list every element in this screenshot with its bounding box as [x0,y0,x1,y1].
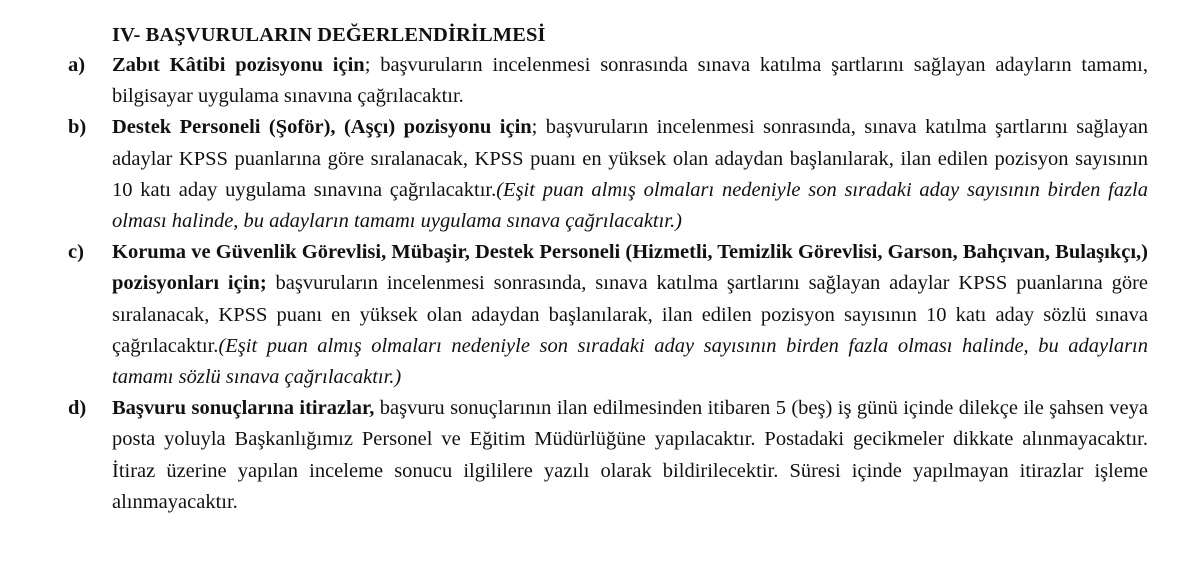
item-body [112,50,1148,112]
item-body [112,237,1148,393]
item-letter: d) [68,397,87,420]
list-item-c [68,237,1148,393]
section-heading: IV- BAŞVURULARIN DEĞERLENDİRİLMESİ [112,24,546,46]
item-bold-lead: Destek Personeli (Şoför), (Aşçı) pozisyonu için [112,116,532,139]
item-text: ; başvuruların incelenmesi sonrasında, sınava katılma şartlarını sağlayan adaylar KPSS puanlarına göre sıralanacak, KPSS puanı en yüksek olan adaydan başlanılarak, ilan edilen pozisyon sayısının 10 katı aday uygulama sınavına çağrılacaktır. [112,116,1149,201]
item-text: ; başvuruların incelenmesi sonrasında sınava katılma şartlarını sağlayan adayların tamamı, bilgisayar uygulama sınavına çağrılacaktır. [112,54,1148,108]
item-body [112,393,1148,518]
item-letter: a) [68,54,86,76]
item-letter: c) [68,241,84,264]
item-bold-lead: Koruma ve Güvenlik Görevlisi, Mübaşir, Destek Personeli (Hizmetli, Temizlik Görevlisi, Garson, Bahçıvan, Bulaşıkçı,) pozisyonları için; [112,241,1148,295]
list-item-b [68,112,1148,237]
item-text: başvuru sonuçlarının ilan edilmesinden itibaren 5 (beş) iş günü içinde dilekçe ile şahsen veya posta yoluyla Başkanlığımız Personel ve Eğitim Müdürlüğüne yapılacaktır. Postadaki gecikmeler dikkate alınmayacaktır. İtiraz üzerine yapılan inceleme sonucu ilgililere yazılı olarak bildirilecektir. Süresi içinde yapılmayan itirazlar işleme alınmayacaktır. [112,397,1148,513]
item-letter: b) [68,116,87,139]
item-text: başvuruların incelenmesi sonrasında, sınava katılma şartlarını sağlayan adaylar KPSS puanlarına göre sıralanacak, KPSS puanı en yüksek olan adaydan başlanılarak, ilan edilen pozisyon sayısının 10 katı aday sözlü sınava çağrılacaktır. [112,272,1148,357]
item-italic-note: (Eşit puan almış olmaları nedeniyle son sıradaki aday sayısının birden fazla olması halinde, bu adayların tamamı sözlü sınava çağrılacaktır.) [112,334,1148,389]
item-bold-lead: Başvuru sonuçlarına itirazlar, [112,397,375,420]
list-item-d [68,393,1148,518]
list-item-a [68,50,1148,112]
item-body [112,112,1148,237]
item-bold-lead: Zabıt Kâtibi pozisyonu için [112,54,365,76]
item-italic-note: (Eşit puan almış olmaları nedeniyle son sıradaki aday sayısının birden fazla olması halinde, bu adayların tamamı uygulama sınava çağrılacaktır.) [112,178,1148,233]
